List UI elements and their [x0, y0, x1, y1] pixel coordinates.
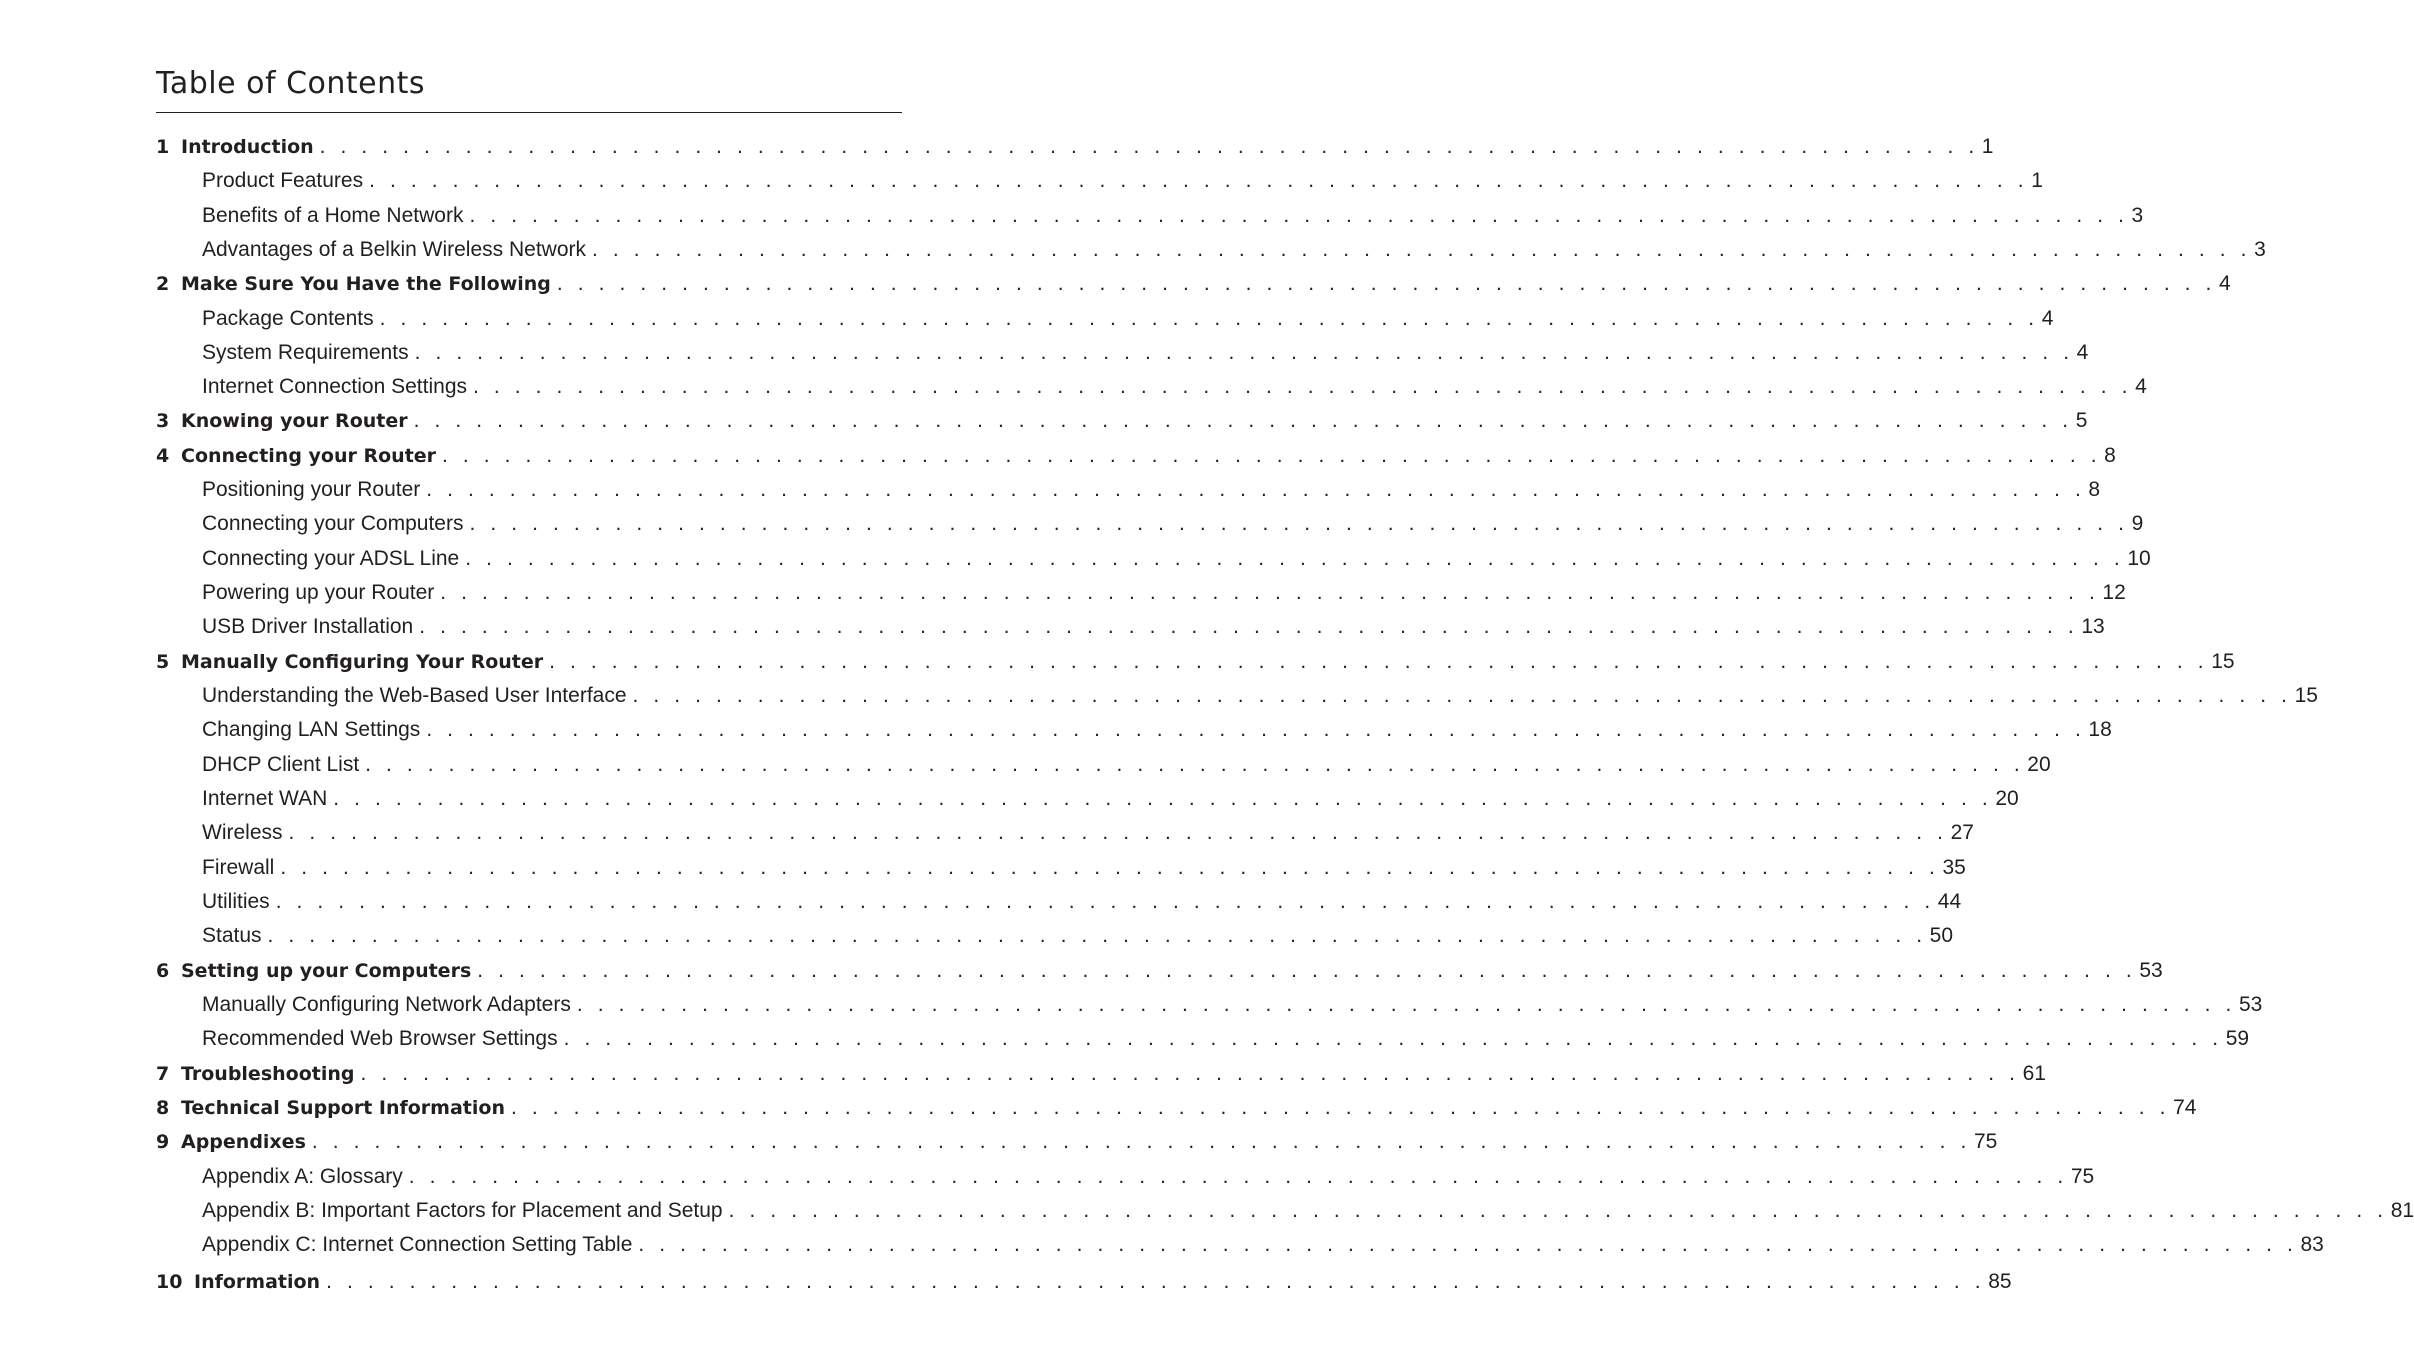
section-title: Powering up your Router — [202, 581, 435, 604]
section-title: Appendix C: Internet Connection Setting Table — [202, 1233, 633, 1256]
toc-section-entry[interactable] — [202, 339, 2089, 367]
toc-chapter-entry[interactable] — [156, 957, 2163, 985]
section-title: Wireless — [202, 821, 283, 844]
page-number: 20 — [2027, 753, 2051, 776]
page-number: 1 — [1981, 135, 1994, 158]
section-title: Status — [202, 924, 262, 947]
dot-leader: . . . . . . . . . . . . . . . . . . . . . . . . . . . . . . . . . . . . . . . . . . . . . . . . . . . . . . . . . . . . . . . . . . . . . . . . . . . . . . . . — [369, 169, 2029, 192]
toc-chapter-entry[interactable] — [156, 407, 2088, 435]
toc-section-entry[interactable] — [202, 613, 2105, 641]
section-title: DHCP Client List — [202, 753, 360, 776]
page-number: 4 — [2135, 375, 2147, 398]
title-divider — [156, 112, 902, 113]
page-number: 15 — [2211, 650, 2235, 673]
dot-leader: . . . . . . . . . . . . . . . . . . . . . . . . . . . . . . . . . . . . . . . . . . . . . . . . . . . . . . . . . . . . . . . . . . . . . . . . . . . . . . . . — [510, 1096, 2171, 1119]
section-title: Connecting your Computers — [202, 512, 464, 535]
page-number: 20 — [1995, 787, 2019, 810]
toc-section-entry[interactable] — [202, 202, 2144, 230]
dot-leader: . . . . . . . . . . . . . . . . . . . . . . . . . . . . . . . . . . . . . . . . . . . . . . . . . . . . . . . . . . . . . . . . . . . . . . . . . . . . . . . . — [419, 615, 2079, 638]
section-title: Connecting your ADSL Line — [202, 547, 460, 570]
toc-section-entry[interactable] — [202, 1025, 2250, 1053]
chapter-title: Setting up your Computers — [181, 960, 472, 982]
toc-chapter-entry[interactable] — [156, 1128, 1998, 1156]
toc-chapter-entry[interactable] — [156, 270, 2231, 298]
dot-leader: . . . . . . . . . . . . . . . . . . . . . . . . . . . . . . . . . . . . . . . . . . . . . . . . . . . . . . . . . . . . . . . . . . . . . . . . . . . . . . . . — [288, 821, 1948, 844]
dot-leader: . . . . . . . . . . . . . . . . . . . . . . . . . . . . . . . . . . . . . . . . . . . . . . . . . . . . . . . . . . . . . . . . . . . . . . . . . . . . . . . . — [311, 1130, 1971, 1153]
toc-section-entry[interactable] — [202, 922, 1953, 950]
chapter-title: Manually Configuring Your Router — [181, 651, 544, 673]
chapter-title: Technical Support Information — [181, 1097, 505, 1119]
toc-section-entry[interactable] — [202, 991, 2263, 1019]
page-number: 50 — [1929, 924, 1953, 947]
section-title: Package Contents — [202, 307, 374, 330]
page-number: 3 — [2131, 204, 2144, 227]
chapter-title: Information — [194, 1271, 321, 1293]
dot-leader: . . . . . . . . . . . . . . . . . . . . . . . . . . . . . . . . . . . . . . . . . . . . . . . . . . . . . . . . . . . . . . . . . . . . . . . . . . . . . . . . — [413, 409, 2073, 432]
toc-section-entry[interactable] — [202, 476, 2101, 504]
page-number: 15 — [2294, 684, 2318, 707]
dot-leader: . . . . . . . . . . . . . . . . . . . . . . . . . . . . . . . . . . . . . . . . . . . . . . . . . . . . . . . . . . . . . . . . . . . . . . . . . . . . . . . . — [563, 1027, 2223, 1050]
section-title: Advantages of a Belkin Wireless Network — [202, 238, 586, 261]
chapter-number: 5 — [156, 651, 170, 673]
toc-section-entry[interactable] — [202, 682, 2318, 710]
dot-leader: . . . . . . . . . . . . . . . . . . . . . . . . . . . . . . . . . . . . . . . . . . . . . . . . . . . . . . . . . . . . . . . . . . . . . . . . . . . . . . . . — [576, 993, 2236, 1016]
toc-chapter-entry[interactable] — [156, 133, 1994, 161]
page-number: 13 — [2081, 615, 2105, 638]
toc-section-entry[interactable] — [202, 545, 2151, 573]
page-number: 10 — [2127, 547, 2151, 570]
page-number: 12 — [2102, 581, 2126, 604]
chapter-title: Introduction — [181, 136, 314, 158]
page-number: 3 — [2254, 238, 2266, 261]
toc-section-entry[interactable] — [202, 373, 2147, 401]
toc-section-entry[interactable] — [202, 1231, 2324, 1259]
section-title: Positioning your Router — [202, 478, 421, 501]
page-number: 74 — [2173, 1096, 2197, 1119]
section-title: System Requirements — [202, 341, 409, 364]
dot-leader: . . . . . . . . . . . . . . . . . . . . . . . . . . . . . . . . . . . . . . . . . . . . . . . . . . . . . . . . . . . . . . . . . . . . . . . . . . . . . . . . — [469, 512, 2129, 535]
toc-section-entry[interactable] — [202, 579, 2126, 607]
chapter-number: 1 — [156, 136, 170, 158]
page-number: 1 — [2031, 169, 2043, 192]
chapter-number: 2 — [156, 273, 170, 295]
section-title: Recommended Web Browser Settings — [202, 1027, 558, 1050]
chapter-number: 7 — [156, 1063, 170, 1085]
page-number: 8 — [2088, 478, 2101, 501]
dot-leader: . . . . . . . . . . . . . . . . . . . . . . . . . . . . . . . . . . . . . . . . . . . . . . . . . . . . . . . . . . . . . . . . . . . . . . . . . . . . . . . . — [365, 753, 2025, 776]
chapter-number: 10 — [156, 1271, 183, 1293]
toc-chapter-entry[interactable] — [156, 1268, 2012, 1296]
page-number: 5 — [2075, 409, 2088, 432]
page-number: 83 — [2300, 1233, 2324, 1256]
page-number: 61 — [2022, 1062, 2046, 1085]
dot-leader: . . . . . . . . . . . . . . . . . . . . . . . . . . . . . . . . . . . . . . . . . . . . . . . . . . . . . . . . . . . . . . . . . . . . . . . . . . . . . . . . — [275, 890, 1935, 913]
toc-chapter-entry[interactable] — [156, 1094, 2197, 1122]
dot-leader: . . . . . . . . . . . . . . . . . . . . . . . . . . . . . . . . . . . . . . . . . . . . . . . . . . . . . . . . . . . . . . . . . . . . . . . . . . . . . . . . — [379, 307, 2039, 330]
page-number: 18 — [2088, 718, 2112, 741]
dot-leader: . . . . . . . . . . . . . . . . . . . . . . . . . . . . . . . . . . . . . . . . . . . . . . . . . . . . . . . . . . . . . . . . . . . . . . . . . . . . . . . . — [473, 375, 2133, 398]
toc-section-entry[interactable] — [202, 236, 2266, 264]
chapter-number: 4 — [156, 445, 170, 467]
toc-section-entry[interactable] — [202, 854, 1966, 882]
dot-leader: . . . . . . . . . . . . . . . . . . . . . . . . . . . . . . . . . . . . . . . . . . . . . . . . . . . . . . . . . . . . . . . . . . . . . . . . . . . . . . . . — [267, 924, 1927, 947]
page-number: 35 — [1942, 856, 1966, 879]
page-number: 4 — [2041, 307, 2054, 330]
page-number: 75 — [1973, 1130, 1998, 1153]
chapter-number: 8 — [156, 1097, 170, 1119]
section-title: Appendix B: Important Factors for Placement and Setup — [202, 1199, 723, 1222]
section-title: Understanding the Web-Based User Interface — [202, 684, 627, 707]
dot-leader: . . . . . . . . . . . . . . . . . . . . . . . . . . . . . . . . . . . . . . . . . . . . . . . . . . . . . . . . . . . . . . . . . . . . . . . . . . . . . . . . — [319, 135, 1979, 158]
toc-section-entry[interactable] — [202, 888, 1962, 916]
dot-leader: . . . . . . . . . . . . . . . . . . . . . . . . . . . . . . . . . . . . . . . . . . . . . . . . . . . . . . . . . . . . . . . . . . . . . . . . . . . . . . . . — [360, 1062, 2020, 1085]
dot-leader: . . . . . . . . . . . . . . . . . . . . . . . . . . . . . . . . . . . . . . . . . . . . . . . . . . . . . . . . . . . . . . . . . . . . . . . . . . . . . . . . — [556, 272, 2216, 295]
page-number: 4 — [2219, 272, 2231, 295]
chapter-title: Knowing your Router — [181, 410, 408, 432]
dot-leader: . . . . . . . . . . . . . . . . . . . . . . . . . . . . . . . . . . . . . . . . . . . . . . . . . . . . . . . . . . . . . . . . . . . . . . . . . . . . . . . . — [638, 1233, 2298, 1256]
page-number: 53 — [2238, 993, 2263, 1016]
dot-leader: . . . . . . . . . . . . . . . . . . . . . . . . . . . . . . . . . . . . . . . . . . . . . . . . . . . . . . . . . . . . . . . . . . . . . . . . . . . . . . . . — [440, 581, 2100, 604]
chapter-number: 3 — [156, 410, 170, 432]
toc-section-entry[interactable] — [202, 1163, 2095, 1191]
dot-leader: . . . . . . . . . . . . . . . . . . . . . . . . . . . . . . . . . . . . . . . . . . . . . . . . . . . . . . . . . . . . . . . . . . . . . . . . . . . . . . . . — [632, 684, 2292, 707]
section-title: Firewall — [202, 856, 275, 879]
page-number: 8 — [2104, 444, 2116, 467]
toc-section-entry[interactable] — [202, 510, 2144, 538]
page-number: 59 — [2225, 1027, 2250, 1050]
section-title: Internet Connection Settings — [202, 375, 468, 398]
page-number: 53 — [2139, 959, 2163, 982]
toc-section-entry[interactable] — [202, 716, 2112, 744]
chapter-title: Make Sure You Have the Following — [181, 273, 551, 295]
toc-section-entry[interactable] — [202, 167, 2043, 195]
dot-leader: . . . . . . . . . . . . . . . . . . . . . . . . . . . . . . . . . . . . . . . . . . . . . . . . . . . . . . . . . . . . . . . . . . . . . . . . . . . . . . . . — [469, 204, 2129, 227]
chapter-title: Appendixes — [181, 1131, 306, 1153]
section-title: USB Driver Installation — [202, 615, 414, 638]
toc-section-entry[interactable] — [202, 1197, 2414, 1225]
dot-leader: . . . . . . . . . . . . . . . . . . . . . . . . . . . . . . . . . . . . . . . . . . . . . . . . . . . . . . . . . . . . . . . . . . . . . . . . . . . . . . . . — [333, 787, 1993, 810]
toc-chapter-entry[interactable] — [156, 1060, 2046, 1088]
toc-section-entry[interactable] — [202, 305, 2054, 333]
page-number: 75 — [2070, 1165, 2095, 1188]
chapter-number: 6 — [156, 960, 170, 982]
dot-leader: . . . . . . . . . . . . . . . . . . . . . . . . . . . . . . . . . . . . . . . . . . . . . . . . . . . . . . . . . . . . . . . . . . . . . . . . . . . . . . . . — [592, 238, 2252, 261]
section-title: Product Features — [202, 169, 364, 192]
dot-leader: . . . . . . . . . . . . . . . . . . . . . . . . . . . . . . . . . . . . . . . . . . . . . . . . . . . . . . . . . . . . . . . . . . . . . . . . . . . . . . . . — [465, 547, 2125, 570]
section-title: Benefits of a Home Network — [202, 204, 464, 227]
section-title: Changing LAN Settings — [202, 718, 421, 741]
toc-section-entry[interactable] — [202, 785, 2019, 813]
dot-leader: . . . . . . . . . . . . . . . . . . . . . . . . . . . . . . . . . . . . . . . . . . . . . . . . . . . . . . . . . . . . . . . . . . . . . . . . . . . . . . . . — [414, 341, 2074, 364]
page-number: 85 — [1988, 1270, 2012, 1293]
chapter-number: 9 — [156, 1131, 170, 1153]
dot-leader: . . . . . . . . . . . . . . . . . . . . . . . . . . . . . . . . . . . . . . . . . . . . . . . . . . . . . . . . . . . . . . . . . . . . . . . . . . . . . . . . — [728, 1199, 2388, 1222]
toc-section-entry[interactable] — [202, 751, 2051, 779]
chapter-title: Connecting your Router — [181, 445, 437, 467]
section-title: Utilities — [202, 890, 270, 913]
dot-leader: . . . . . . . . . . . . . . . . . . . . . . . . . . . . . . . . . . . . . . . . . . . . . . . . . . . . . . . . . . . . . . . . . . . . . . . . . . . . . . . . — [280, 856, 1940, 879]
dot-leader: . . . . . . . . . . . . . . . . . . . . . . . . . . . . . . . . . . . . . . . . . . . . . . . . . . . . . . . . . . . . . . . . . . . . . . . . . . . . . . . . — [442, 444, 2102, 467]
page-number: 9 — [2131, 512, 2144, 535]
dot-leader: . . . . . . . . . . . . . . . . . . . . . . . . . . . . . . . . . . . . . . . . . . . . . . . . . . . . . . . . . . . . . . . . . . . . . . . . . . . . . . . . — [477, 959, 2137, 982]
page-title: Table of Contents — [156, 66, 426, 101]
toc-chapter-entry[interactable] — [156, 648, 2235, 676]
section-title: Appendix A: Glossary — [202, 1165, 403, 1188]
toc-section-entry[interactable] — [202, 819, 1974, 847]
dot-leader: . . . . . . . . . . . . . . . . . . . . . . . . . . . . . . . . . . . . . . . . . . . . . . . . . . . . . . . . . . . . . . . . . . . . . . . . . . . . . . . . — [426, 718, 2086, 741]
toc-chapter-entry[interactable] — [156, 442, 2116, 470]
chapter-title: Troubleshooting — [181, 1063, 355, 1085]
page-number: 27 — [1950, 821, 1974, 844]
page-number: 4 — [2076, 341, 2089, 364]
dot-leader: . . . . . . . . . . . . . . . . . . . . . . . . . . . . . . . . . . . . . . . . . . . . . . . . . . . . . . . . . . . . . . . . . . . . . . . . . . . . . . . . — [408, 1165, 2068, 1188]
dot-leader: . . . . . . . . . . . . . . . . . . . . . . . . . . . . . . . . . . . . . . . . . . . . . . . . . . . . . . . . . . . . . . . . . . . . . . . . . . . . . . . . — [326, 1270, 1986, 1293]
section-title: Manually Configuring Network Adapters — [202, 993, 571, 1016]
page-number: 81 — [2390, 1199, 2414, 1222]
dot-leader: . . . . . . . . . . . . . . . . . . . . . . . . . . . . . . . . . . . . . . . . . . . . . . . . . . . . . . . . . . . . . . . . . . . . . . . . . . . . . . . . — [426, 478, 2086, 501]
section-title: Internet WAN — [202, 787, 328, 810]
dot-leader: . . . . . . . . . . . . . . . . . . . . . . . . . . . . . . . . . . . . . . . . . . . . . . . . . . . . . . . . . . . . . . . . . . . . . . . . . . . . . . . . — [549, 650, 2209, 673]
page-number: 44 — [1937, 890, 1962, 913]
